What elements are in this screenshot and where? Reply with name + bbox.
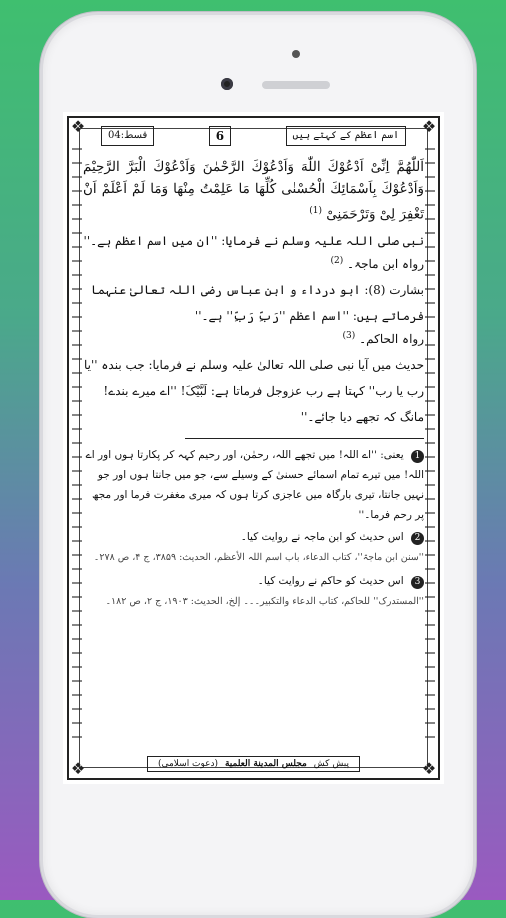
ornament-side-left: [72, 148, 82, 748]
footnote-divider: [185, 438, 424, 439]
reference-text: رواہ الحاکم۔: [359, 331, 424, 346]
footer-suffix: (دعوت اسلامی): [157, 759, 219, 769]
footnote-text: اس حدیث کو حاکم نے روایت کیا۔: [257, 574, 404, 587]
footnote-2: [83, 527, 424, 547]
footnote-source-2: ''المستدرک'' للحاکم، کتاب الدعاء والتکبیر۔۔۔ إلخ، الحدیث: ۱۹۰۳، ج ۲، ص ۱۸۲۔: [105, 595, 424, 607]
footnote-text: اس حدیث کو ابن ماجہ نے روایت کیا۔: [240, 530, 404, 543]
arabic-dua: [83, 156, 424, 226]
footnote-text: یعنی: ''اے اللہ! میں تجھے اللہ، رحمٰن، اور رحیم کہہ کر پکارتا ہوں اور اے اللہ! میں تیرے تمام اسمائے حسنیٰ کے وسیلے سے، جو میں جانتا ہوں اور جو نہیں جانتا، تیری بارگاہ میں عاجزی کرتا ہوں کہ میری مغفرت فرما اور مجھ پر رحم فرما۔'': [85, 448, 424, 521]
urdu-paragraph-1: نبی صلی اللہ علیہ وسلم نے فرمایا: ''ان میں اسم اعظم ہے۔'': [83, 233, 424, 248]
reference-text: رواہ ابن ماجۃ۔: [347, 256, 424, 271]
reference-2: [83, 331, 424, 346]
footnote-3: [83, 571, 424, 591]
page-header: [101, 126, 406, 146]
footnote-ref: (3): [342, 330, 356, 341]
ornament-corner-icon: ❖: [421, 117, 437, 136]
footnote-ref: (2): [330, 255, 344, 266]
page-number: 6: [209, 126, 231, 146]
earpiece-speaker: [262, 81, 330, 89]
front-camera: [221, 78, 233, 90]
urdu-paragraph-2: بشارت (8): ابو درداء و ابن عباس رضی اللہ تعالیٰ عنہما فرماتے ہیں: ''اسم اعظم ''رَبِّ رَبِّ'' ہے۔'': [90, 282, 424, 323]
page-footer: [63, 754, 444, 774]
page-content: [83, 156, 424, 744]
footnote-ref: (1): [309, 206, 322, 216]
book-page-screen[interactable]: [63, 112, 444, 784]
publisher-box: [147, 756, 360, 772]
arabic-dua-text: اَللّٰهُمَّ اِنِّیْ اَدْعُوْكَ اللّٰهَ وَاَدْعُوْكَ الرَّحْمٰنَ وَاَدْعُوْكَ الْبَرَّ الرَّحِیْمَ وَاَدْعُوْكَ بِاَسْمَائِكَ الْحُسْنٰى كُلِّهَا مَا عَلِمْتُ مِنْهَا وَمَا لَمْ اَعْلَمْ اَنْ تَغْفِرَ لِیْ وَتَرْحَمَنِیْ: [83, 159, 424, 223]
chapter-title: اسم اعظم کے کہتے ہیں: [286, 126, 406, 146]
footnote-1: [83, 445, 424, 525]
footnote-number: 2: [411, 532, 424, 545]
ornament-corner-icon: ❖: [421, 759, 437, 778]
ornament-corner-icon: ❖: [70, 759, 86, 778]
urdu-paragraph-3: حدیث میں آیا نبی صلی اللہ تعالیٰ علیہ وسلم نے فرمایا: جب بندہ ''یا رب یا رب'' کہتا ہے رب عزوجل فرماتا ہے: لَبَّیْکَ! ''اے میرے بندے! مانگ کہ تجھے دیا جائے۔'': [83, 357, 424, 424]
footnote-number: 1: [411, 450, 424, 463]
ornament-side-right: [425, 148, 435, 748]
reference-1: [83, 256, 424, 271]
sensor-dot: [292, 50, 300, 58]
ornament-corner-icon: ❖: [70, 117, 86, 136]
footnote-number: 3: [411, 576, 424, 589]
publisher-name: مجلس المدینة العلمیة: [224, 759, 307, 769]
episode-label: قسط:04: [101, 126, 154, 146]
footnote-source-1: ''سنن ابن ماجۃ''، کتاب الدعاء، باب اسم اللہ الأعظم، الحدیث: ۳۸۵۹، ج ۴، ص ۲۷۸۔: [93, 551, 424, 563]
footer-prefix: پیش کش: [313, 759, 350, 769]
